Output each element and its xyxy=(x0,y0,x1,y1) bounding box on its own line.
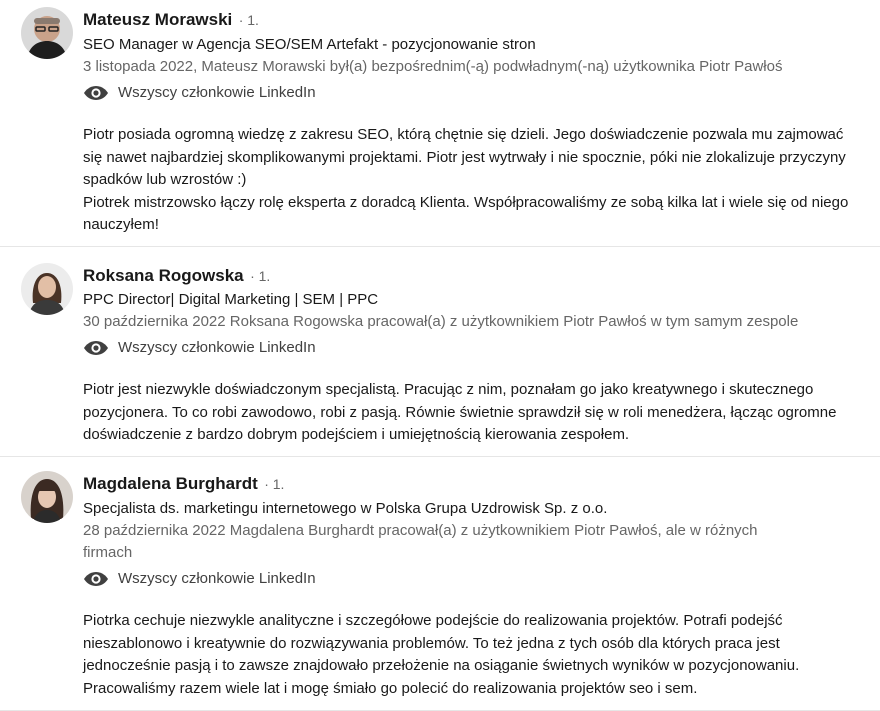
recommendation-paragraph: Piotr posiada ogromną wiedzę z zakresu SEO, którą chętnie się dzieli. Jego doświadczenie pozwala mu zajmować się nawet najbardziej skomplikowanymi projektami. Piotr jest wytrwały i nie spocznie, póki nie zlokalizuje przyczyny spadków lub wzrostów :) xyxy=(83,126,846,188)
recommendation-item xyxy=(0,457,880,711)
recommender-headline: Specjalista ds. marketingu internetowego w Polska Grupa Uzdrowisk Sp. z o.o. xyxy=(83,500,608,517)
recommender-name[interactable]: Magdalena Burghardt xyxy=(83,474,258,493)
avatar[interactable] xyxy=(21,7,73,59)
recommendation-meta: 3 listopada 2022, Mateusz Morawski był(a) bezpośrednim(-ą) podwładnym(-ną) użytkownika Piotr Pawłoś xyxy=(83,58,783,75)
recommendation-paragraph: Piotr jest niezwykle doświadczonym specjalistą. Pracując z nim, poznałam go jako kreatywnego i skutecznego pozycjonera. To co robi zawodowo, robi z pasją. Równie świetnie sprawdził się w roli menedżera, łącząc ogromne doświadczenie z bardzo dobrym podejściem i umiejętnością kierowania zespołem. xyxy=(83,381,837,443)
eye-icon xyxy=(83,84,109,102)
recommendation-text xyxy=(83,379,872,447)
visibility-label: Wszyscy członkowie LinkedIn xyxy=(118,570,316,587)
recommendation-text xyxy=(83,610,872,700)
visibility-label: Wszyscy członkowie LinkedIn xyxy=(118,84,316,101)
visibility-row xyxy=(83,566,872,592)
connection-degree: · 1. xyxy=(264,476,285,492)
connection-degree: · 1. xyxy=(250,268,271,284)
connection-degree: · 1. xyxy=(238,12,259,28)
avatar[interactable] xyxy=(21,263,73,315)
recommendation-item xyxy=(0,247,880,457)
recommendation-text xyxy=(83,124,872,237)
recommender-headline: PPC Director| Digital Marketing | SEM | PPC xyxy=(83,291,379,308)
avatar[interactable] xyxy=(21,471,73,523)
recommendation-meta: 28 października 2022 Magdalena Burghardt pracował(a) z użytkownikiem Piotr Pawłoś, ale w różnych firmach xyxy=(83,522,758,561)
visibility-label: Wszyscy członkowie LinkedIn xyxy=(118,339,316,356)
recommender-name[interactable]: Roksana Rogowska xyxy=(83,266,244,285)
eye-icon xyxy=(83,339,109,357)
visibility-row xyxy=(83,80,872,106)
eye-icon xyxy=(83,570,109,588)
visibility-row xyxy=(83,335,872,361)
recommendation-item xyxy=(0,0,880,247)
recommendation-meta: 30 października 2022 Roksana Rogowska pracował(a) z użytkownikiem Piotr Pawłoś w tym samym zespole xyxy=(83,313,799,330)
recommender-name[interactable]: Mateusz Morawski xyxy=(83,10,233,29)
recommender-headline: SEO Manager w Agencja SEO/SEM Artefakt - pozycjonowanie stron xyxy=(83,36,536,53)
recommendation-paragraph: Piotrka cechuje niezwykle analityczne i szczegółowe podejście do realizowania projektów. Potrafi podejść nieszablonowo i kreatywnie do rozwiązywania problemów. To też jedna z tych osób dla których praca jest jednocześnie pasją i to zawsze znajdowało przełożenie na osiąganie świetnych wyników w pozycjonowaniu. Pracowaliśmy razem wiele lat i mogę śmiało go polecić do realizowania projektów seo i sem. xyxy=(83,612,800,697)
recommendation-paragraph: Piotrek mistrzowsko łączy rolę eksperta z doradcą Klienta. Współpracowaliśmy ze sobą kilka lat i wiele się od niego nauczyłem! xyxy=(83,193,849,233)
